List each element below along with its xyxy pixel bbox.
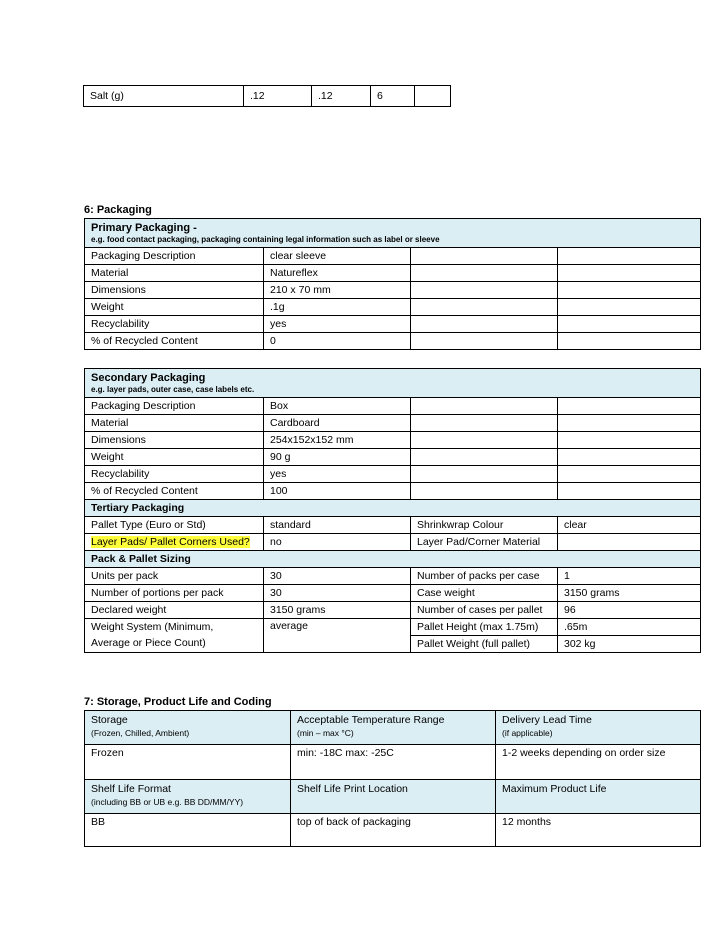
- weight-system-label-cell: [85, 619, 264, 653]
- secondary-value: Cardboard: [264, 415, 411, 432]
- pallet-height-value: .65m: [558, 619, 701, 636]
- primary-header-row: [85, 219, 701, 248]
- table-row: [85, 619, 701, 636]
- tertiary-header-row: [85, 500, 701, 517]
- storage-label: Storage: [91, 714, 128, 726]
- secondary-label: Weight: [85, 449, 264, 466]
- empty-cell: [411, 398, 558, 415]
- table-row: [85, 333, 701, 350]
- empty-cell: [411, 265, 558, 282]
- table-row: [85, 602, 701, 619]
- storage-table: [84, 710, 701, 847]
- lead-label: Delivery Lead Time: [502, 714, 592, 726]
- packs-per-case-value: 1: [558, 568, 701, 585]
- primary-label: Recyclability: [85, 316, 264, 333]
- empty-cell: [558, 483, 701, 500]
- empty-cell: [558, 248, 701, 265]
- secondary-packaging-table: [84, 368, 701, 653]
- units-per-pack-label: Units per pack: [85, 568, 264, 585]
- units-per-pack-value: 30: [264, 568, 411, 585]
- secondary-value: 90 g: [264, 449, 411, 466]
- shrinkwrap-value: clear: [558, 517, 701, 534]
- primary-subtitle: e.g. food contact packaging, packaging containing legal information such as label or sleeve: [91, 234, 440, 244]
- cases-per-pallet-label: Number of cases per pallet: [411, 602, 558, 619]
- cases-per-pallet-value: 96: [558, 602, 701, 619]
- declared-weight-label: Declared weight: [85, 602, 264, 619]
- empty-cell: [411, 483, 558, 500]
- portions-value: 30: [264, 585, 411, 602]
- table-row: [85, 585, 701, 602]
- case-weight-label: Case weight: [411, 585, 558, 602]
- table-row: [85, 483, 701, 500]
- table-row: [85, 568, 701, 585]
- empty-cell: [411, 432, 558, 449]
- storage-sub: (Frozen, Chilled, Ambient): [91, 728, 190, 738]
- empty-cell: [558, 282, 701, 299]
- layer-pads-label: Layer Pads/ Pallet Corners Used?: [91, 536, 250, 548]
- temp-value: min: -18C max: -25C: [291, 745, 496, 780]
- max-life-header: [496, 780, 701, 814]
- empty-cell: [558, 398, 701, 415]
- secondary-value: yes: [264, 466, 411, 483]
- empty-cell: [411, 248, 558, 265]
- layer-pad-material-value: [558, 534, 701, 551]
- primary-header: [85, 219, 701, 248]
- weight-system-label-line-2: Average or Piece Count): [91, 637, 206, 649]
- lead-value: 1-2 weeks depending on order size: [496, 745, 701, 780]
- weight-system-label-line-1: Weight System (Minimum,: [91, 621, 214, 633]
- case-weight-value: 3150 grams: [558, 585, 701, 602]
- empty-cell: [411, 466, 558, 483]
- pack-pallet-header-row: [85, 551, 701, 568]
- tertiary-title: Tertiary Packaging: [85, 500, 701, 517]
- pallet-height-label: Pallet Height (max 1.75m): [411, 619, 558, 636]
- empty-cell: [411, 333, 558, 350]
- temp-label: Acceptable Temperature Range: [297, 714, 445, 726]
- primary-label: Material: [85, 265, 264, 282]
- table-row: [85, 415, 701, 432]
- secondary-title: Secondary Packaging: [91, 371, 206, 384]
- primary-value: 210 x 70 mm: [264, 282, 411, 299]
- pallet-weight-value: 302 kg: [558, 636, 701, 653]
- empty-cell: [411, 316, 558, 333]
- nutrition-salt-table: [83, 85, 451, 107]
- shelf-format-sub: (including BB or UB e.g. BB DD/MM/YY): [91, 797, 244, 807]
- empty-cell: [558, 265, 701, 282]
- section-7-title: 7: Storage, Product Life and Coding: [84, 696, 272, 708]
- salt-value-2: .12: [312, 86, 371, 107]
- lead-sub: (if applicable): [502, 728, 553, 738]
- weight-system-value: average: [264, 619, 411, 653]
- primary-value: Natureflex: [264, 265, 411, 282]
- salt-value-4: [415, 86, 451, 107]
- secondary-label: Material: [85, 415, 264, 432]
- shrinkwrap-label: Shrinkwrap Colour: [411, 517, 558, 534]
- empty-cell: [558, 333, 701, 350]
- table-row: [85, 534, 701, 551]
- primary-value: clear sleeve: [264, 248, 411, 265]
- salt-value-1: .12: [244, 86, 312, 107]
- empty-cell: [411, 282, 558, 299]
- primary-label: Packaging Description: [85, 248, 264, 265]
- table-row: [85, 299, 701, 316]
- empty-cell: [411, 415, 558, 432]
- declared-weight-value: 3150 grams: [264, 602, 411, 619]
- max-life-value: 12 months: [496, 814, 701, 847]
- secondary-label: % of Recycled Content: [85, 483, 264, 500]
- table-row: [85, 745, 701, 780]
- empty-cell: [558, 432, 701, 449]
- table-row: [85, 398, 701, 415]
- temp-sub: (min – max °C): [297, 728, 354, 738]
- primary-label: Dimensions: [85, 282, 264, 299]
- max-life-label: Maximum Product Life: [502, 783, 607, 795]
- salt-value-3: 6: [371, 86, 415, 107]
- table-row: [85, 248, 701, 265]
- empty-cell: [411, 299, 558, 316]
- table-row: [84, 86, 451, 107]
- table-row: [85, 265, 701, 282]
- pallet-weight-label: Pallet Weight (full pallet): [411, 636, 558, 653]
- empty-cell: [558, 316, 701, 333]
- storage-header: [85, 711, 291, 745]
- pallet-type-label: Pallet Type (Euro or Std): [85, 517, 264, 534]
- empty-cell: [558, 466, 701, 483]
- primary-title: Primary Packaging -: [91, 221, 197, 234]
- table-row: [85, 449, 701, 466]
- empty-cell: [558, 299, 701, 316]
- table-row: [85, 814, 701, 847]
- secondary-label: Packaging Description: [85, 398, 264, 415]
- lead-header: [496, 711, 701, 745]
- secondary-header: [85, 369, 701, 398]
- storage-value: Frozen: [85, 745, 291, 780]
- layer-pads-label-cell: [85, 534, 264, 551]
- secondary-value: 254x152x152 mm: [264, 432, 411, 449]
- table-row: [85, 316, 701, 333]
- print-location-header: [291, 780, 496, 814]
- primary-value: yes: [264, 316, 411, 333]
- table-row: [85, 466, 701, 483]
- layer-pads-value: no: [264, 534, 411, 551]
- secondary-label: Dimensions: [85, 432, 264, 449]
- secondary-label: Recyclability: [85, 466, 264, 483]
- shelf-header-row: [85, 780, 701, 814]
- pallet-type-value: standard: [264, 517, 411, 534]
- empty-cell: [558, 449, 701, 466]
- table-row: [85, 432, 701, 449]
- salt-label: Salt (g): [84, 86, 244, 107]
- primary-value: 0: [264, 333, 411, 350]
- temp-header: [291, 711, 496, 745]
- shelf-format-value: BB: [85, 814, 291, 847]
- primary-packaging-table: [84, 218, 701, 350]
- shelf-format-label: Shelf Life Format: [91, 783, 171, 795]
- print-location-value: top of back of packaging: [291, 814, 496, 847]
- pack-pallet-title: Pack & Pallet Sizing: [85, 551, 701, 568]
- secondary-value: Box: [264, 398, 411, 415]
- print-location-label: Shelf Life Print Location: [297, 783, 408, 795]
- empty-cell: [411, 449, 558, 466]
- secondary-value: 100: [264, 483, 411, 500]
- shelf-format-header: [85, 780, 291, 814]
- primary-label: Weight: [85, 299, 264, 316]
- packs-per-case-label: Number of packs per case: [411, 568, 558, 585]
- storage-header-row: [85, 711, 701, 745]
- table-row: [85, 517, 701, 534]
- primary-label: % of Recycled Content: [85, 333, 264, 350]
- layer-pad-material-label: Layer Pad/Corner Material: [411, 534, 558, 551]
- section-6-title: 6: Packaging: [84, 204, 152, 216]
- primary-value: .1g: [264, 299, 411, 316]
- secondary-header-row: [85, 369, 701, 398]
- portions-label: Number of portions per pack: [85, 585, 264, 602]
- empty-cell: [558, 415, 701, 432]
- secondary-subtitle: e.g. layer pads, outer case, case labels etc.: [91, 384, 255, 394]
- table-row: [85, 282, 701, 299]
